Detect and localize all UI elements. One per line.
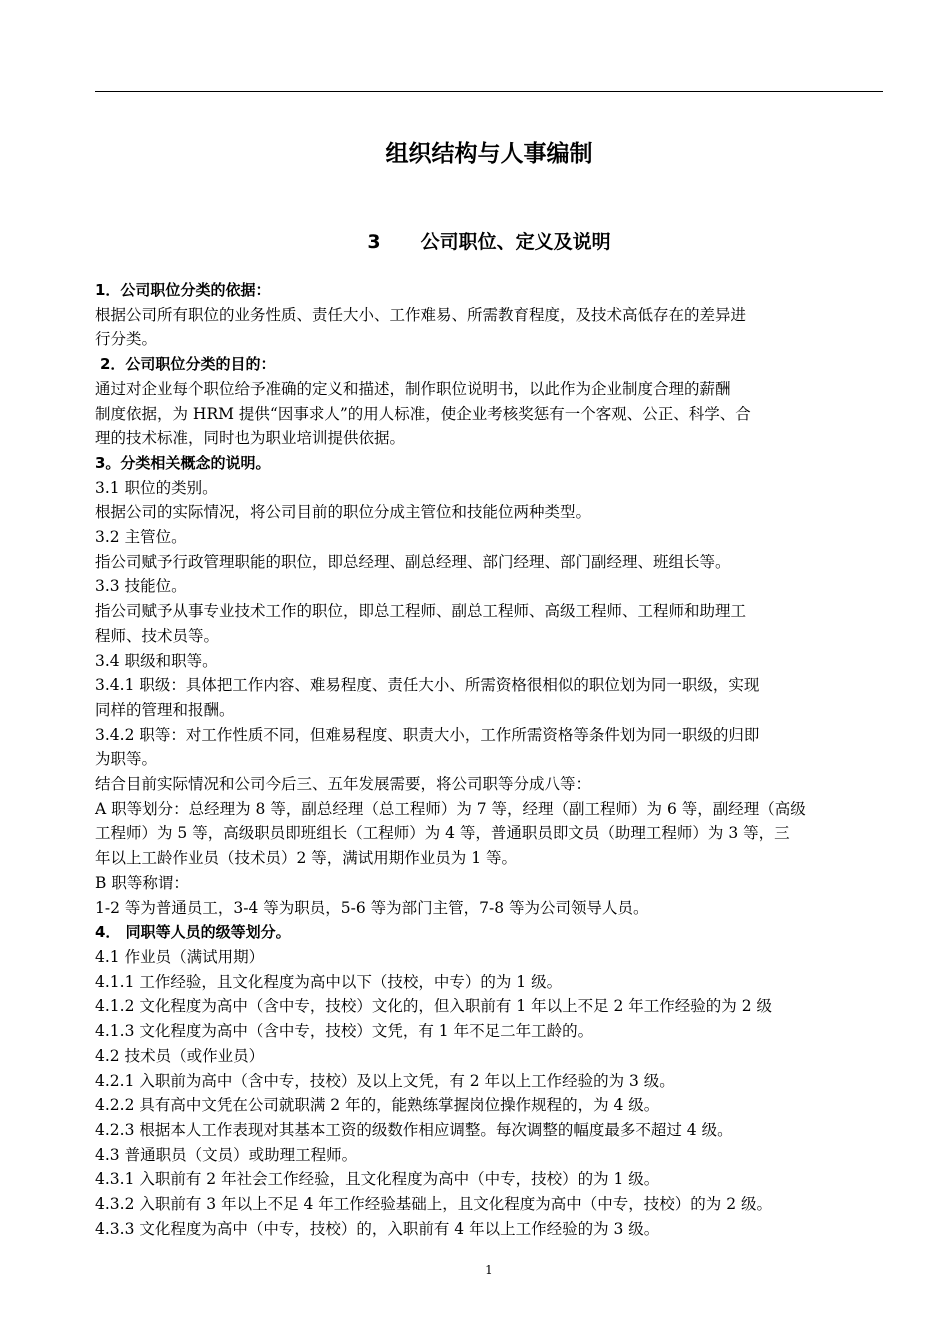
heading-4: 4． 同职等人员的级等划分。	[95, 923, 291, 942]
paragraph-line: 指公司赋予从事专业技术工作的职位，即总工程师、副总工程师、高级工程师、工程师和助理工	[95, 602, 747, 621]
paragraph-line: 理的技术标准，同时也为职业培训提供依据。	[95, 429, 406, 448]
paragraph-line: 1-2 等为普通员工，3-4 等为职员，5-6 等为部门主管，7-8 等为公司领导人员。	[95, 898, 649, 917]
paragraph-line: 3.4 职级和职等。	[95, 651, 218, 670]
section-number: 3	[367, 231, 381, 253]
paragraph-line: 3.3 技能位。	[95, 577, 187, 596]
paragraph-line: 指公司赋予行政管理职能的职位，即总经理、副总经理、部门经理、部门副经理、班组长等。	[95, 552, 731, 571]
paragraph-line: 3.4.1 职级：具体把工作内容、难易程度、责任大小、所需资格很相似的职位划为同一职级，实现	[95, 676, 760, 695]
document-body	[95, 278, 883, 1241]
paragraph-line: 4.2.3 根据本人工作表现对其基本工资的级数作相应调整。每次调整的幅度最多不超过 4 级。	[95, 1120, 733, 1139]
document-title: 组织结构与人事编制	[385, 141, 593, 167]
heading-3: 3。分类相关概念的说明。	[95, 453, 271, 472]
header-rule	[95, 91, 883, 92]
paragraph-line: 3.4.2 职等：对工作性质不同，但难易程度、职责大小，工作所需资格等条件划为同一职级的归即	[95, 725, 760, 744]
paragraph-line: 4.1.3 文化程度为高中（含中专，技校）文凭，有 1 年不足二年工龄的。	[95, 1022, 594, 1041]
paragraph-line: B 职等称谓：	[95, 873, 189, 892]
paragraph-line: 3.2 主管位。	[95, 528, 187, 547]
heading-1: 1．公司职位分类的依据：	[95, 281, 271, 299]
paragraph-line: 3.1 职位的类别。	[95, 478, 218, 497]
paragraph-line: A 职等划分：总经理为 8 等，副总经理（总工程师）为 7 等，经理（副工程师）为 6 等，副经理（高级	[95, 799, 806, 818]
paragraph-line: 同样的管理和报酬。	[95, 700, 235, 719]
paragraph-line: 根据公司的实际情况，将公司目前的职位分成主管位和技能位两种类型。	[95, 503, 592, 522]
paragraph-line: 通过对企业每个职位给予准确的定义和描述，制作职位说明书，以此作为企业制度合理的薪酬	[95, 379, 731, 398]
heading-2: 2．公司职位分类的目的：	[100, 355, 276, 374]
paragraph-line: 为职等。	[95, 750, 158, 769]
paragraph-line: 4.1 作业员（满试用期）	[95, 947, 265, 966]
paragraph-line: 4.3 普通职员（文员）或助理工程师。	[95, 1145, 358, 1164]
paragraph-line: 4.1.1 工作经验，且文化程度为高中以下（技校，中专）的为 1 级。	[95, 972, 563, 991]
paragraph-line: 4.3.2 入职前有 3 年以上不足 4 年工作经验基础上，且文化程度为高中（中专，技校）的为 2 级。	[95, 1195, 773, 1214]
paragraph-line: 4.3.1 入职前有 2 年社会工作经验，且文化程度为高中（中专，技校）的为 1 级。	[95, 1170, 660, 1189]
paragraph-line: 程师、技术员等。	[95, 626, 220, 645]
paragraph-line: 4.3.3 文化程度为高中（中专，技校）的，入职前有 4 年以上工作经验的为 3 级。	[95, 1219, 660, 1238]
section-heading	[95, 227, 883, 257]
paragraph-line: 工程师）为 5 等，高级职员即班组长（工程师）为 4 等，普通职员即文员（助理工程师）为 3 等，三	[95, 824, 790, 843]
paragraph-line: 年以上工龄作业员（技术员）2 等，满试用期作业员为 1 等。	[95, 849, 518, 868]
paragraph-line: 4.2.2 具有高中文凭在公司就职满 2 年的，能熟练掌握岗位操作规程的，为 4 级。	[95, 1096, 660, 1115]
section-title: 公司职位、定义及说明	[420, 231, 611, 253]
paragraph-line: 结合目前实际情况和公司今后三、五年发展需要，将公司职等分成八等：	[95, 775, 592, 794]
page-number: 1	[485, 1263, 493, 1277]
paragraph-line: 4.1.2 文化程度为高中（含中专，技校）文化的，但入职前有 1 年以上不足 2 年工作经验的为 2 级	[95, 997, 773, 1016]
paragraph-line: 4.2 技术员（或作业员）	[95, 1046, 265, 1065]
paragraph-line: 根据公司所有职位的业务性质、责任大小、工作难易、所需教育程度，及技术高低存在的差异进	[95, 305, 747, 324]
paragraph-line: 行分类。	[95, 330, 158, 349]
paragraph-line: 制度依据，为 HRM 提供“因事求人”的用人标准，使企业考核奖惩有一个客观、公正、科学、合	[95, 404, 751, 423]
paragraph-line: 4.2.1 入职前为高中（含中专，技校）及以上文凭，有 2 年以上工作经验的为 3 级。	[95, 1071, 675, 1090]
